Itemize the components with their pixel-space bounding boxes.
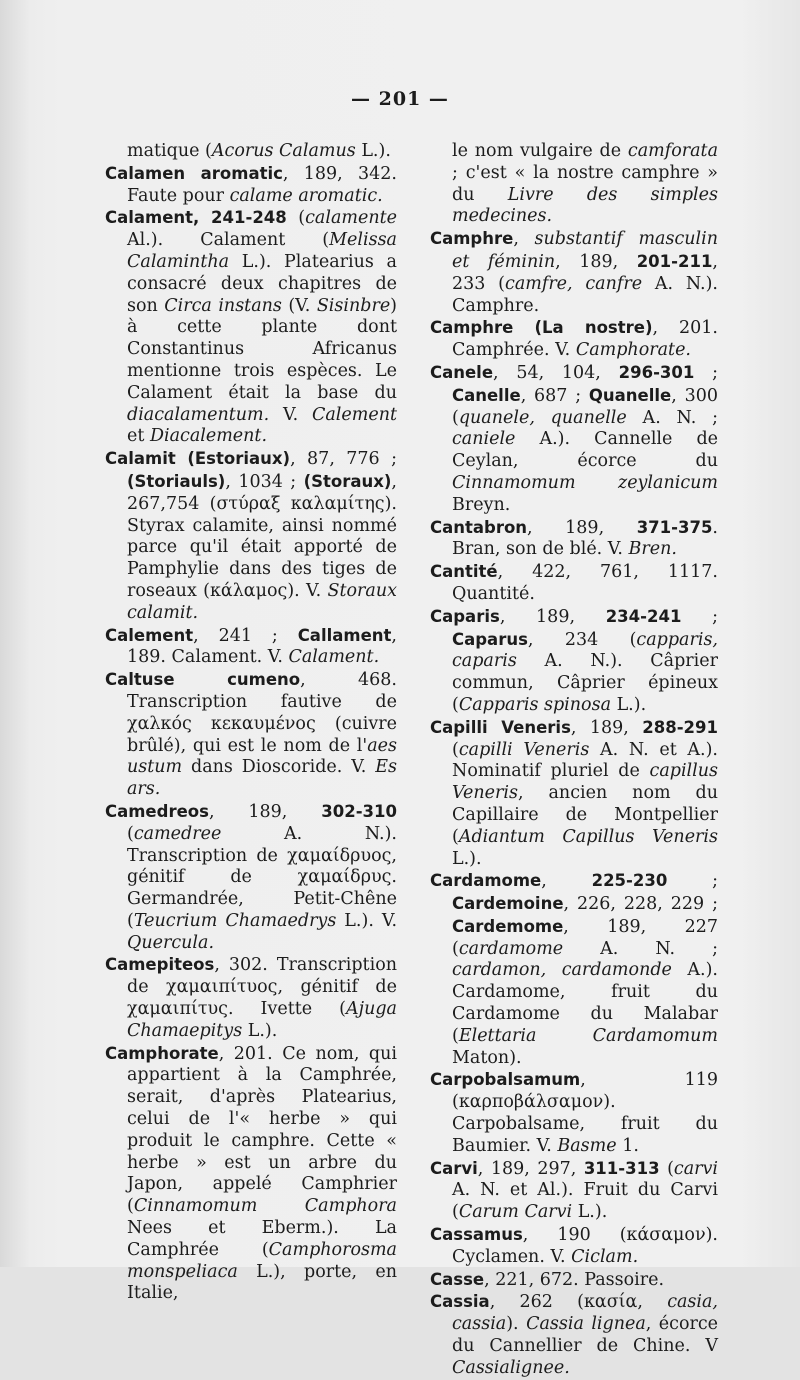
entry-text: ( bbox=[286, 208, 306, 229]
glossary-entry bbox=[105, 801, 397, 955]
italic-text: cardamon, cardamonde bbox=[452, 960, 672, 981]
italic-text: Quercula. bbox=[127, 932, 215, 953]
entry-text: , 87, 776 ; bbox=[290, 449, 397, 470]
entry-text: A. N.). Transcription de χαμαίδρυος, génitif de χαμαίδρυς. Germandrée, Petit-Chêne ( bbox=[127, 823, 397, 931]
italic-text: Teucrium Chamaedrys bbox=[133, 910, 337, 931]
italic-text: Sisinbre bbox=[316, 295, 391, 316]
glossary-entry bbox=[105, 1043, 397, 1306]
entry-text: , 189. Calament. V. bbox=[127, 625, 397, 668]
entry-text: ) à cette plante dont Constantinus Africanus mentionne trois espèces. Le Calament était la base du bbox=[127, 295, 397, 403]
glossary-entry bbox=[430, 228, 718, 317]
entry-text: matique ( bbox=[127, 141, 212, 161]
entry-text: L.). bbox=[572, 1202, 608, 1223]
italic-text: Ciclam. bbox=[571, 1246, 639, 1267]
entry-text: A. N. ; bbox=[626, 407, 718, 428]
entry-text: L.). bbox=[242, 1020, 278, 1041]
italic-text: substantif masculin et féminin bbox=[452, 229, 718, 272]
entry-text: , bbox=[541, 871, 592, 892]
glossary-entry bbox=[430, 870, 718, 1069]
bold-reference: 288-291 bbox=[642, 717, 718, 737]
entry-text: A. N.). Câprier commun, Câprier épineux ( bbox=[452, 651, 718, 715]
italic-text: carvi bbox=[673, 1158, 718, 1179]
entry-headword: (Storiauls) bbox=[127, 471, 226, 491]
entry-text: A.). Cannelle de Ceylan, écorce du bbox=[452, 429, 718, 472]
entry-text: L.). Platearius a consacré deux chapitres de son bbox=[127, 251, 397, 316]
entry-headword: Canele bbox=[430, 362, 494, 382]
entry-headword: Camphorate bbox=[105, 1043, 219, 1063]
entry-text: , 1034 ; bbox=[225, 471, 304, 492]
italic-text: calame aromatic. bbox=[229, 185, 383, 206]
entry-text: ; bbox=[667, 871, 718, 892]
bold-reference: 201-211 bbox=[636, 251, 713, 271]
italic-text: Camphorate. bbox=[575, 340, 691, 361]
entry-headword: Capilli Veneris bbox=[430, 717, 571, 737]
entry-text: , 233 ( bbox=[452, 251, 718, 294]
entry-text: et bbox=[127, 426, 150, 447]
entry-text: , 234 ( bbox=[527, 629, 637, 650]
italic-text: Camphorosma monspeliaca bbox=[127, 1239, 397, 1282]
right-column bbox=[430, 141, 718, 1380]
entry-headword: Camphre bbox=[430, 229, 514, 249]
italic-text: cardamome bbox=[458, 938, 564, 959]
entry-text: ; c'est « la nostre camphre » du bbox=[452, 162, 718, 205]
entry-headword: (Storaux) bbox=[303, 471, 392, 491]
entry-text: , 468. Transcription fautive de χαλκός κεκαυμένος (cuivre brûlé), qui est le nom de l' bbox=[127, 670, 397, 756]
entry-text: (V. bbox=[281, 295, 317, 316]
entry-headword: Camphre (La nostre) bbox=[430, 318, 653, 338]
entry-text: A. N. et Al.). Fruit du Carvi ( bbox=[452, 1180, 718, 1223]
italic-text: camfre, canfre bbox=[505, 273, 643, 294]
entry-text: L.). bbox=[452, 848, 482, 869]
entry-headword: Calamen aromatic bbox=[105, 163, 283, 183]
italic-text: Cassialignee. bbox=[452, 1357, 570, 1378]
entry-text: , 189, bbox=[527, 517, 637, 538]
entry-text: ( bbox=[452, 739, 459, 760]
italic-text: Cinnamomum zeylanicum bbox=[452, 472, 718, 493]
italic-text: camforata bbox=[627, 141, 718, 161]
entry-text: , 189, bbox=[208, 801, 322, 822]
italic-text: capilli Veneris bbox=[458, 739, 590, 760]
page-number: — 201 — bbox=[351, 88, 449, 110]
entry-text: L.). bbox=[355, 141, 391, 161]
entry-text: , 267,754 (στύραξ καλαμίτης). Styrax calamite, ainsi nommé parce qu'il était apporté de Pamphylie dans des tiges de roseaux (κάλαμος). V. bbox=[127, 471, 397, 601]
entry-text: , 190 (κάσαμον). Cyclamen. V. bbox=[452, 1225, 718, 1267]
entry-text: A. N.). Camphre. bbox=[452, 273, 718, 316]
italic-text: diacalamentum. bbox=[127, 404, 270, 425]
entry-text: ; bbox=[694, 362, 718, 383]
entry-headword: Caparus bbox=[452, 629, 528, 649]
left-column bbox=[105, 141, 397, 1305]
entry-text: le nom vulgaire de bbox=[452, 141, 628, 161]
italic-text: camedree bbox=[133, 823, 222, 844]
italic-text: Calement bbox=[311, 404, 397, 425]
entry-headword: Calement bbox=[105, 625, 194, 645]
italic-text: Circa instans bbox=[164, 295, 282, 316]
entry-headword: Cassia bbox=[430, 1292, 490, 1312]
glossary-entry bbox=[430, 1224, 718, 1269]
entry-text: , ancien nom du Capillaire de Montpellier ( bbox=[452, 783, 718, 847]
entry-headword: Camepiteos bbox=[105, 955, 215, 975]
entry-text: dans Dioscoride. V. bbox=[182, 757, 376, 778]
italic-text: capillus Veneris bbox=[452, 761, 718, 804]
glossary-entry bbox=[430, 717, 718, 871]
entry-headword: Canelle bbox=[452, 385, 521, 405]
italic-text: Carum Carvi bbox=[458, 1202, 573, 1223]
entry-text: , 189, bbox=[570, 717, 643, 738]
glossary-entry bbox=[105, 448, 397, 624]
entry-text: Maton). bbox=[452, 1047, 522, 1068]
entry-headword: Caltuse cumeno bbox=[105, 670, 301, 690]
bold-reference: 371-375 bbox=[636, 517, 713, 537]
italic-text: quanele, quanelle bbox=[458, 407, 627, 428]
entry-headword: Cassamus bbox=[430, 1225, 523, 1245]
entry-headword: Cardemoine bbox=[452, 894, 564, 914]
italic-text: Cinnamomum Camphora bbox=[133, 1196, 397, 1217]
italic-text: Cassia lignea bbox=[526, 1314, 646, 1335]
entry-text: Breyn. bbox=[452, 494, 511, 515]
entry-headword: Cardamome bbox=[430, 871, 542, 891]
glossary-entry bbox=[105, 954, 397, 1042]
glossary-entry bbox=[105, 163, 397, 208]
entry-headword: Caparis bbox=[430, 606, 500, 626]
bold-reference: 234-241 bbox=[605, 606, 682, 626]
italic-text: Storaux calamit. bbox=[127, 580, 397, 623]
glossary-entry bbox=[430, 517, 718, 562]
italic-text: capparis, caparis bbox=[452, 629, 718, 672]
entry-text: , écorce du Cannellier de Chine. V bbox=[452, 1314, 718, 1357]
entry-text: ( bbox=[127, 823, 134, 844]
glossary-entry bbox=[430, 1269, 718, 1292]
entry-text: , 189, bbox=[555, 251, 637, 272]
entry-text: , 262 (κασία, bbox=[489, 1292, 668, 1313]
italic-text: caniele bbox=[452, 429, 516, 450]
entry-text: ( bbox=[659, 1158, 674, 1179]
italic-text: aes ustum bbox=[127, 735, 397, 778]
entry-text: Nees et Eberm.). La Camphrée ( bbox=[127, 1218, 397, 1260]
entry-text: , 201. Ce nom, qui appartient à la Camphrée, serait, d'après Platearius, celui de l'« herbe » qui produit le camphre. Cette « herbe » est un arbre du Japon, appelé Camphrier ( bbox=[127, 1043, 397, 1217]
entry-headword: Carpobalsamum bbox=[430, 1070, 581, 1090]
italic-text: Acorus Calamus bbox=[211, 141, 356, 161]
bold-reference: 311-313 bbox=[583, 1158, 660, 1178]
italic-text: Ajuga Chamaepitys bbox=[127, 999, 397, 1041]
entry-text: , 302. Transcription de χαμαιπίτυος, génitif de χαμαιπίτυς. Ivette ( bbox=[127, 955, 397, 1020]
glossary-entry bbox=[430, 362, 718, 517]
entry-headword: Camedreos bbox=[105, 801, 209, 821]
entry-text: , 201. Camphrée. V. bbox=[452, 318, 718, 361]
bold-reference: 296-301 bbox=[618, 362, 695, 382]
entry-text: A. N. et A.). Nominatif pluriel de bbox=[452, 739, 718, 782]
entry-headword: Calamit (Estoriaux) bbox=[105, 449, 291, 469]
bold-reference: 225-230 bbox=[591, 871, 668, 891]
entry-text: , 226, 228, 229 ; bbox=[563, 894, 718, 915]
entry-text: , 189, bbox=[499, 606, 606, 627]
italic-text: Calament. bbox=[288, 647, 380, 668]
entry-text: , bbox=[513, 229, 535, 250]
entry-text: . Bran, son de blé. V. bbox=[452, 517, 718, 560]
entry-text: ). bbox=[506, 1314, 527, 1335]
glossary-entry bbox=[430, 606, 718, 717]
glossary-entry bbox=[430, 141, 718, 228]
entry-text: , 300 ( bbox=[452, 385, 718, 428]
entry-headword: Casse bbox=[430, 1269, 485, 1289]
entry-text: Al.). Calament ( bbox=[127, 230, 330, 251]
entry-headword: Carvi bbox=[430, 1158, 478, 1178]
italic-text: Melissa Calamintha bbox=[127, 230, 397, 272]
glossary-entry bbox=[105, 141, 397, 163]
entry-headword: Quanelle bbox=[588, 385, 672, 405]
entry-text: , 189, 227 ( bbox=[452, 916, 718, 959]
glossary-entry bbox=[105, 207, 397, 448]
entry-text: A. N. ; bbox=[563, 938, 718, 959]
entry-text: L.). V. bbox=[336, 910, 398, 931]
entry-text: , 422, 761, 1117. Quantité. bbox=[452, 562, 718, 604]
bold-reference: 302-310 bbox=[321, 801, 397, 821]
italic-text: Livre des simples medecines. bbox=[452, 184, 718, 227]
entry-headword: Calament, 241-248 bbox=[105, 208, 287, 228]
italic-text: Es ars. bbox=[127, 757, 397, 800]
entry-headword: Cantité bbox=[430, 562, 498, 582]
entry-text: ; bbox=[681, 606, 718, 627]
italic-text: Basme bbox=[557, 1135, 617, 1156]
italic-text: casia, cassia bbox=[452, 1292, 718, 1335]
glossary-entry bbox=[430, 317, 718, 362]
entry-text: V. bbox=[269, 404, 312, 425]
entry-text: , 54, 104, bbox=[493, 362, 619, 383]
italic-text: Bren. bbox=[628, 539, 677, 560]
glossary-entry bbox=[430, 561, 718, 606]
entry-text: , 687 ; bbox=[520, 385, 589, 406]
entry-text: , 241 ; bbox=[193, 625, 298, 646]
glossary-entry bbox=[430, 1158, 718, 1224]
entry-text: 1. bbox=[616, 1135, 639, 1156]
italic-text: Diacalement. bbox=[149, 426, 268, 447]
glossary-entry bbox=[430, 1069, 718, 1157]
italic-text: calamente bbox=[305, 208, 397, 229]
glossary-entry bbox=[105, 625, 397, 670]
entry-text: , 119 (καρποβάλσαμον). Carpobalsame, fruit du Baumier. V. bbox=[452, 1070, 718, 1156]
entry-headword: Cardemome bbox=[452, 916, 564, 936]
entry-headword: Cantabron bbox=[430, 517, 528, 537]
entry-text: , 221, 672. Passoire. bbox=[484, 1269, 665, 1290]
entry-text: , 189, 297, bbox=[477, 1158, 584, 1179]
entry-text: , 189, 342. Faute pour bbox=[127, 163, 397, 206]
entry-text: A.). Cardamome, fruit du Cardamome du Malabar ( bbox=[452, 960, 718, 1046]
italic-text: Adiantum Capillus Veneris bbox=[458, 826, 718, 847]
italic-text: Capparis spinosa bbox=[458, 694, 611, 715]
entry-text: L.). bbox=[611, 694, 647, 715]
italic-text: Elettaria Cardamomum bbox=[458, 1025, 718, 1046]
entry-text: L.), porte, en Italie, bbox=[127, 1261, 397, 1304]
glossary-entry bbox=[430, 1291, 718, 1379]
glossary-entry bbox=[105, 669, 397, 801]
entry-headword: Callament bbox=[297, 625, 392, 645]
